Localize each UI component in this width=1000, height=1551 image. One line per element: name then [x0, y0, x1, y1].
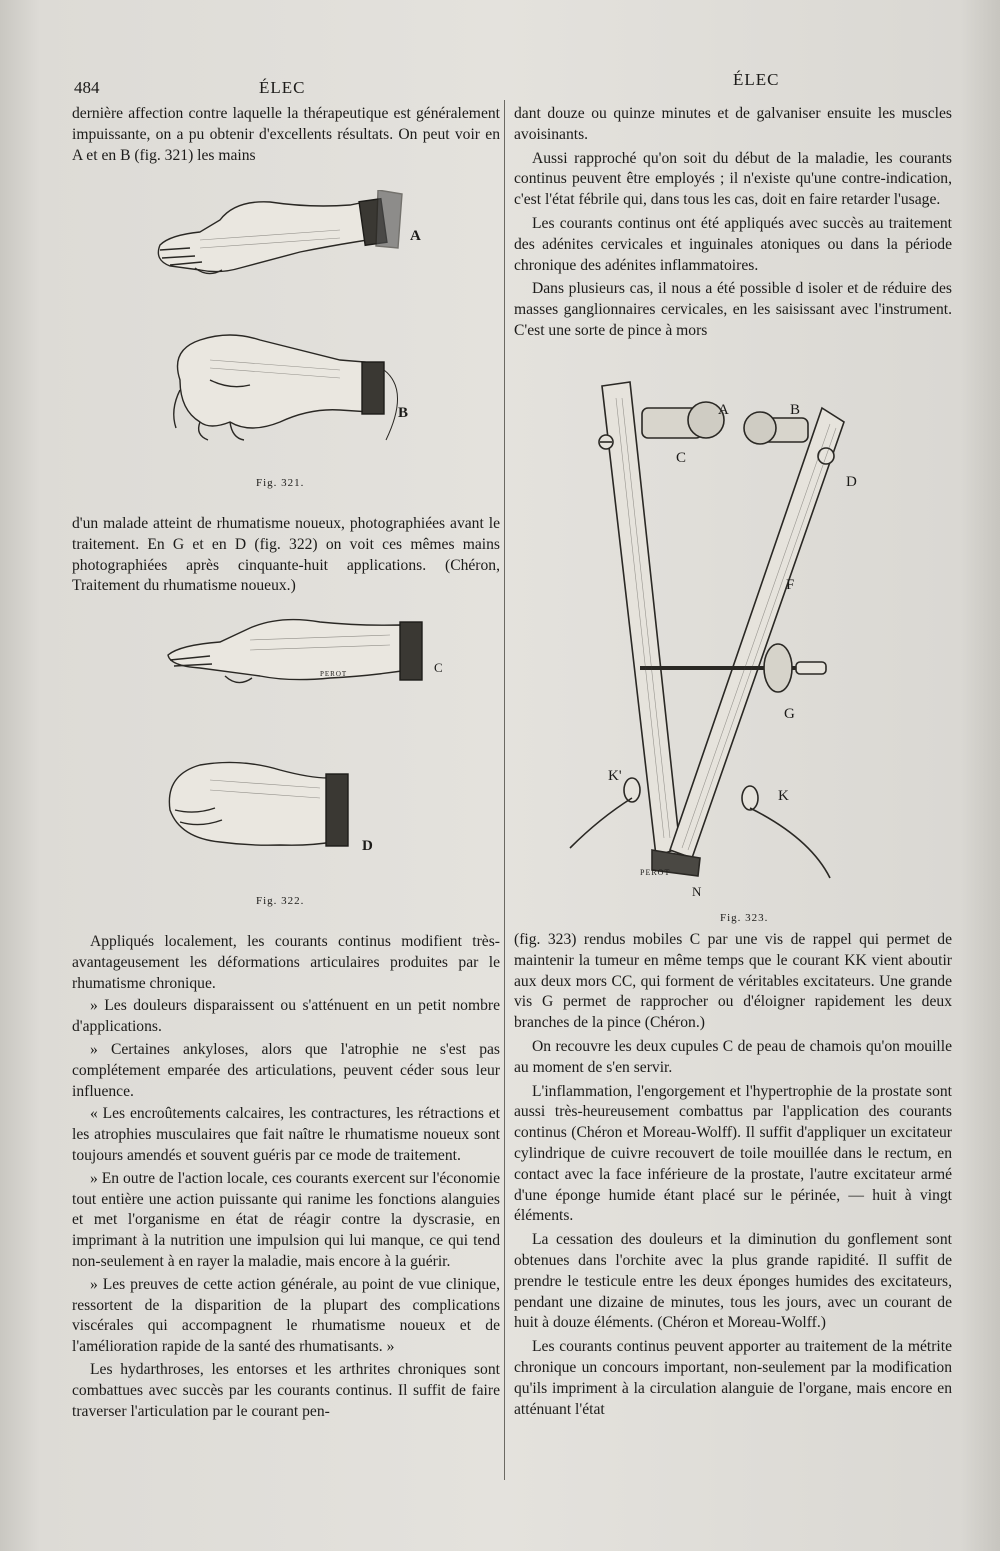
figure-label-d: D: [362, 838, 373, 854]
instrument-label-n: N: [692, 884, 702, 899]
paragraph: La cessation des douleurs et la diminution du gonflement sont obtenues dans l'orchite avec la plus grande rapidité. Il suffit de prendre le testicule entre les deux éponges humides des excitateurs, pendant une dizaine de minutes, tous les jours, avec un courant de huit à douze éléments. (Chéron et Moreau-Wolff.): [514, 1231, 952, 1332]
paragraph: » En outre de l'action locale, ces courants exercent sur l'économie tout entière une action puissante qui ranime les fonctions alanguies et met l'organisme en état de réagir contre la dyscrasie, en imprimant à la nutrition une impulsion qui lui manque, ce qui tend non-seulement à en rayer la maladie, mais encore à la guérir.: [72, 1169, 500, 1270]
paragraph: (fig. 323) rendus mobiles C par une vis de rappel qui permet de maintenir la tumeur en même temps que le courant KK vient aboutir aux deux mors CC, qui forment de véritables excitateurs. Une grande vis G permet de rapprocher ou d'éloigner rapidement les deux branches de la pince (Chéron.): [514, 931, 952, 1032]
engraver-signature: PEROT: [640, 868, 671, 877]
left-column-middle: [72, 514, 500, 597]
instrument-label-g: G: [784, 706, 795, 722]
figure-323-forceps-instrument: [560, 378, 880, 898]
paragraph: » Les douleurs disparaissent ou s'atténuent en un petit nombre d'applications.: [72, 997, 500, 1036]
right-column-bottom: [514, 930, 952, 1423]
instrument-label-k: K: [778, 788, 789, 804]
instrument-label-d: D: [846, 474, 857, 490]
running-head-word: ÉLEC: [259, 78, 306, 97]
figure-label-a: A: [410, 228, 421, 244]
figure-322-caption: Fig. 322.: [256, 895, 305, 907]
instrument-label-c: C: [676, 450, 687, 466]
figure-323-caption: Fig. 323.: [720, 912, 769, 924]
right-column-top: [514, 104, 952, 345]
paragraph: dant douze ou quinze minutes et de galvaniser ensuite les muscles avoisinants.: [514, 105, 952, 143]
figure-label-b: B: [398, 405, 409, 421]
figure-321-hands-illustration: [140, 190, 440, 480]
paragraph: Les courants continus ont été appliqués avec succès au traitement des adénites cervicales et inguinales atoniques ou dans la période chronique des adénites inflammatoires.: [514, 214, 952, 274]
paragraph: d'un malade atteint de rhumatisme noueux, photographiées avant le traitement. En G et en D (fig. 322) on voit ces mêmes mains photographiées après cinquante-huit applications. (Chéron, Traitement du rhumatisme noueux.): [72, 515, 500, 595]
paragraph: « Les encroûtements calcaires, les contractures, les rétractions et les atrophies musculaires que fait naître le rhumatisme noueux sont toujours amendés et souvent guéris par ce mode de traitement.: [72, 1105, 500, 1164]
figure-321-caption: Fig. 321.: [256, 477, 305, 489]
paragraph: L'inflammation, l'engorgement et l'hypertrophie de la prostate sont aussi très-heureusement combattus par l'application des courants continus (Chéron et Moreau-Wolff). Il suffit d'appliquer un excitateur cylindrique de cuivre recouvert de toile mouillée dans le rectum, en contact avec la face inférieure de la prostate, l'autre excitateur armé d'une éponge humide étant placé sur le périnée, — huit à vingt éléments.: [514, 1082, 952, 1225]
column-divider: [504, 100, 505, 1480]
paragraph: » Les preuves de cette action générale, au point de vue clinique, ressortent de la disparition de la plupart des complications viscérales qui accompagnent le rhumatisme noueux et de l'amélioration rapide de la santé des rhumatisants. »: [72, 1275, 500, 1356]
instrument-label-a: A: [718, 402, 729, 418]
instrument-label-k-prime: K': [608, 768, 622, 784]
paragraph: Aussi rapproché qu'on soit du début de la maladie, les courants continus peuvent être employés ; il n'existe qu'une contre-indication, c'est l'état fébrile qui, dans tous les cas, doit en faire retarder l'usage.: [514, 149, 952, 209]
figure-label-c: C: [434, 660, 443, 675]
paragraph: Appliqués localement, les courants continus modifient très-avantageusement les déformations articulaires produites par le rhumatisme chronique.: [72, 933, 500, 992]
left-column-intro: [72, 104, 500, 166]
paragraph: Les hydarthroses, les entorses et les arthrites chroniques sont combattues avec succès par les courants continus. Il suffit de faire traverser l'articulation par le courant pen-: [72, 1360, 500, 1420]
paragraph: dernière affection contre laquelle la thérapeutique est généralement impuissante, on a pu obtenir d'excellents résultats. On peut voir en A et en B (fig. 321) les mains: [72, 105, 500, 164]
engraver-signature: PEROT: [320, 670, 348, 678]
instrument-label-b: B: [790, 402, 801, 418]
instrument-label-f: F: [786, 577, 795, 593]
page-number: 484: [74, 78, 100, 97]
paragraph: Les courants continus peuvent apporter au traitement de la métrite chronique un concours important, non-seulement par la modification qu'ils impriment à la circulation alanguie de l'organe, mais encore en atténuant l'état: [514, 1338, 952, 1418]
left-column-body: [72, 932, 500, 1424]
figure-322-hands-illustration: [160, 610, 450, 890]
paragraph: Dans plusieurs cas, il nous a été possible d isoler et de réduire des masses ganglionnaires cervicales, en les saisissant avec l'instrument. C'est une sorte de pince à mors: [514, 280, 952, 339]
running-header-right: ÉLEC: [733, 70, 780, 89]
paragraph: » Certaines ankyloses, alors que l'atrophie ne s'est pas complétement emparée des articulations, peuvent céder sous leur influence.: [72, 1040, 500, 1100]
paragraph: On recouvre les deux cupules C de peau de chamois qu'on mouille au moment de s'en servir.: [514, 1037, 952, 1076]
